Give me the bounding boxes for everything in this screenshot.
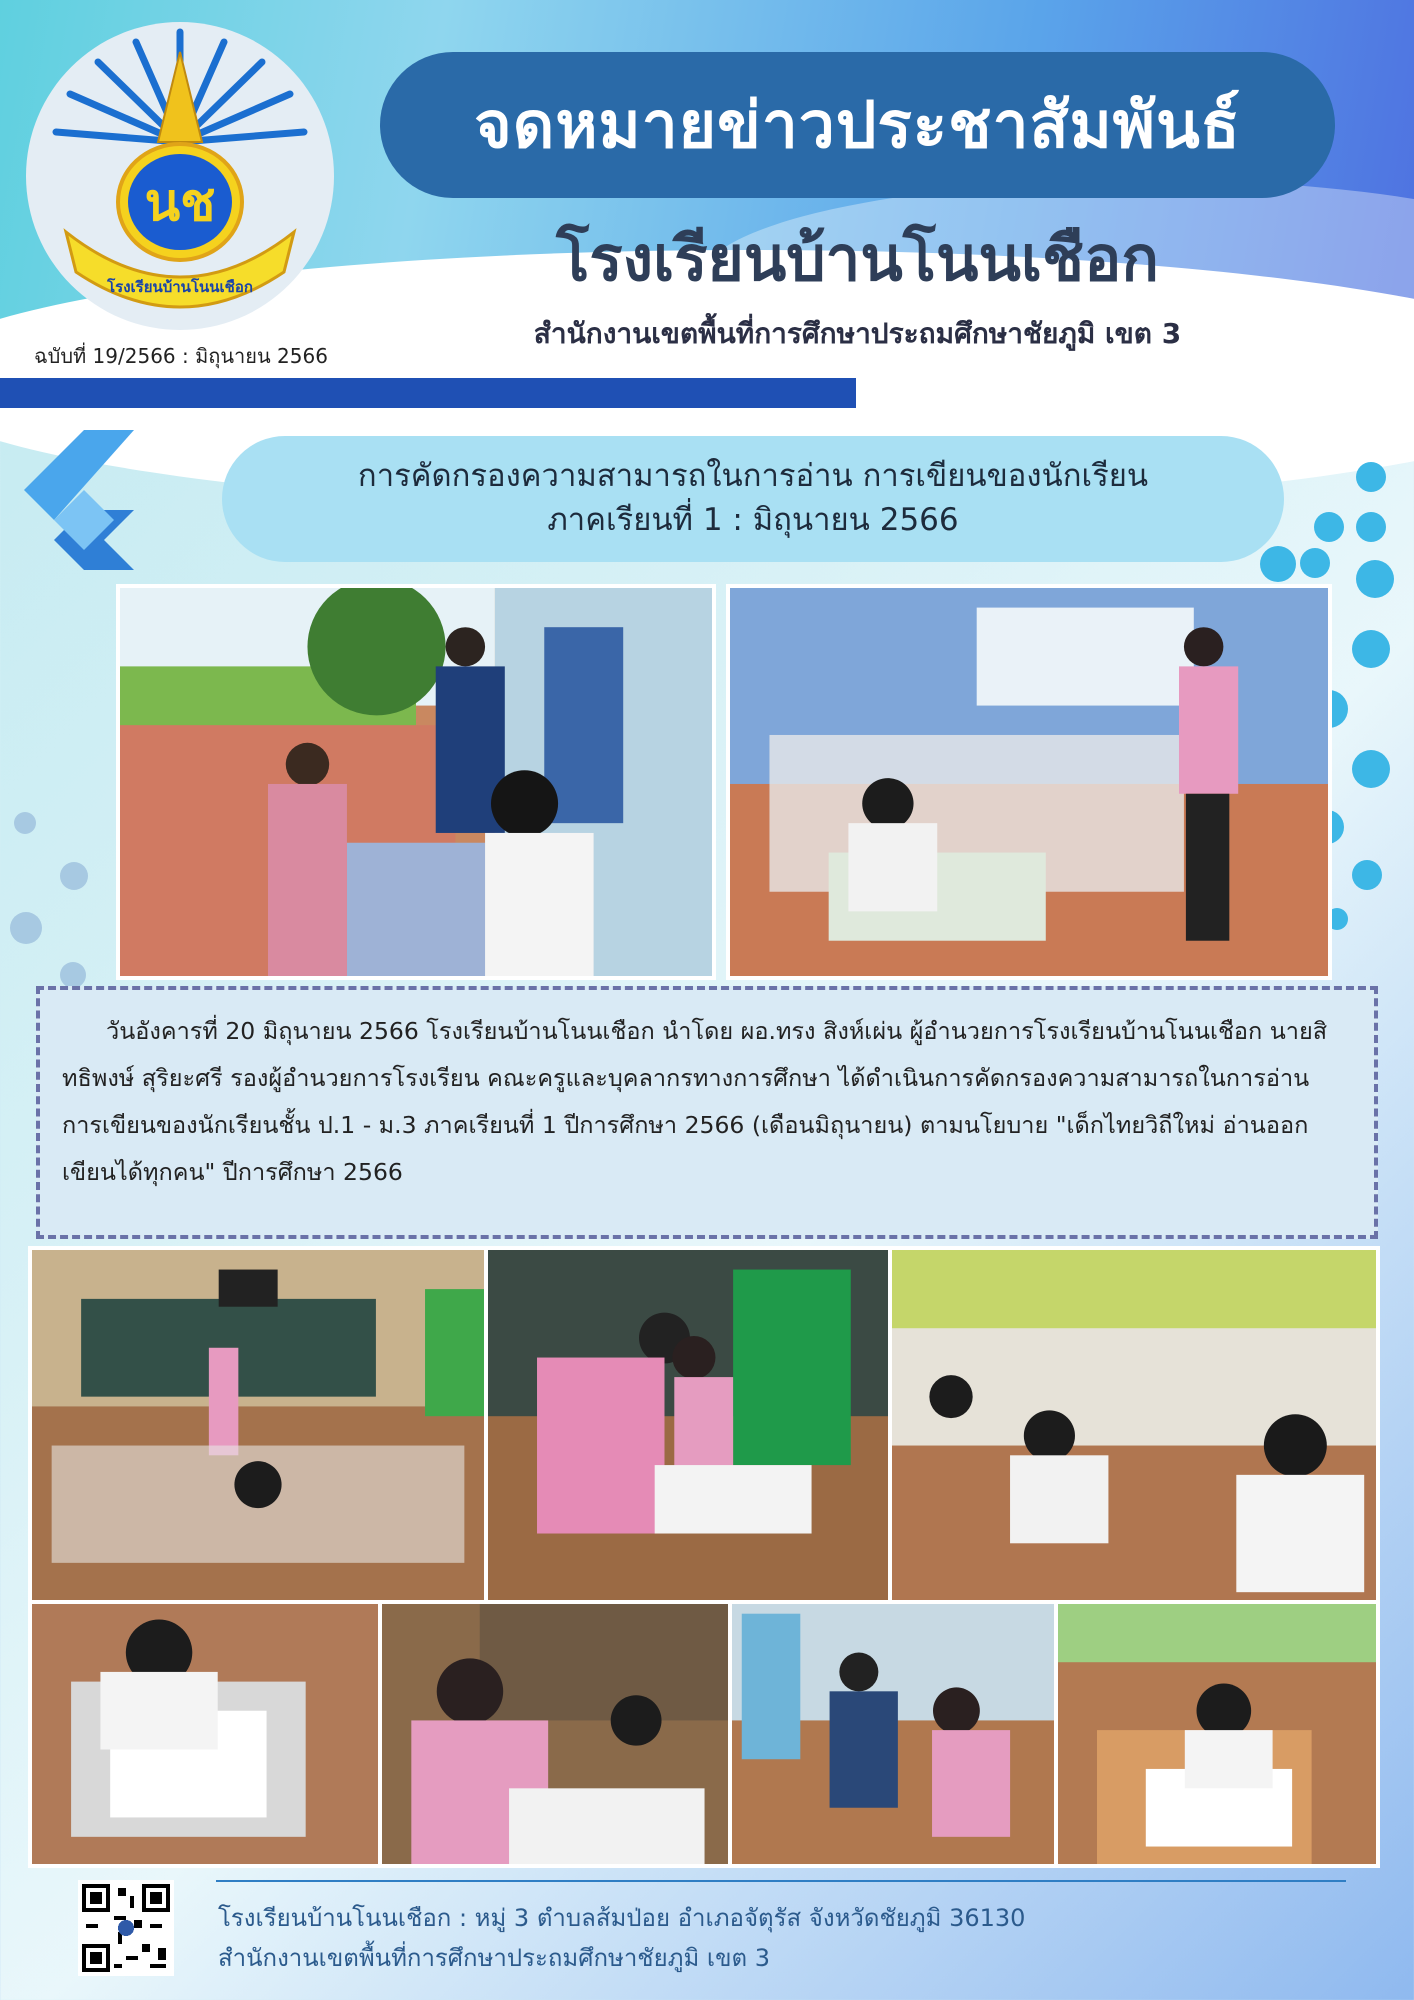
logo-monogram: นช bbox=[144, 173, 216, 233]
photo-exam-room bbox=[1054, 1600, 1380, 1868]
photo-library-assessment bbox=[378, 1600, 732, 1868]
photo-classroom-writing bbox=[726, 584, 1332, 980]
school-name: โรงเรียนบ้านโนนเชือก bbox=[556, 222, 1159, 295]
education-office: สำนักงานเขตพื้นที่การศึกษาประถมศึกษาชัยภูมิ เขต 3 bbox=[533, 317, 1182, 350]
topic-heading bbox=[222, 436, 1284, 562]
article-body: วันอังคารที่ 20 มิถุนายน 2566 โรงเรียนบ้านโนนเชือก นำโดย ผอ.ทรง สิงห์เผ่น ผู้อำนวยการโรงเรียนบ้านโนนเชือก นายสิทธิพงษ์ สุริยะศรี รองผู้อำนวยการโรงเรียน คณะครูและบุคลากรทางการศึกษา ได้ดำเนินการคัดกรองความสามารถในการอ่าน การเขียนของนักเรียนชั้น ป.1 - ม.3 ภาคเรียนที่ 1 ปีการศึกษา 2566 (เดือนมิถุนายน) ตามนโยบาย "เด็กไทยวิถีใหม่ อ่านออก เขียนได้ทุกคน" ปีการศึกษา 2566 bbox=[62, 1017, 1328, 1186]
article-text-box bbox=[36, 986, 1378, 1239]
topic-line-1: การคัดกรองความสามารถในการอ่าน การเขียนของนักเรียน bbox=[357, 458, 1149, 494]
photo-reading-assessment bbox=[116, 584, 716, 980]
photo-teacher-checking bbox=[484, 1246, 894, 1604]
arrow-decoration-icon bbox=[24, 430, 144, 570]
school-logo-emblem bbox=[26, 22, 334, 330]
footer-address: โรงเรียนบ้านโนนเชือก : หมู่ 3 ตำบลส้มป่อย อำเภอจัตุรัส จังหวัดชัยภูมิ 36130 bbox=[218, 1904, 1026, 1932]
photo-one-on-one bbox=[728, 1600, 1058, 1868]
footer-divider bbox=[216, 1880, 1346, 1882]
newsletter-title: จดหมายข่าวประชาสัมพันธ์ bbox=[380, 52, 1335, 198]
qr-code-icon[interactable] bbox=[78, 1880, 174, 1976]
photo-students-testing bbox=[888, 1246, 1380, 1604]
topic-line-2: ภาคเรียนที่ 1 : มิถุนายน 2566 bbox=[547, 502, 959, 538]
school-logo bbox=[26, 22, 334, 330]
accent-bar bbox=[0, 378, 856, 408]
footer-office: สำนักงานเขตพื้นที่การศึกษาประถมศึกษาชัยภูมิ เขต 3 bbox=[218, 1944, 771, 1972]
photo-student-writing bbox=[28, 1600, 382, 1868]
logo-text: โรงเรียนบ้านโนนเชือก bbox=[107, 278, 253, 296]
issue-number: ฉบับที่ 19/2566 : มิถุนายน 2566 bbox=[34, 344, 328, 368]
photo-classroom-blackboard bbox=[28, 1246, 488, 1604]
